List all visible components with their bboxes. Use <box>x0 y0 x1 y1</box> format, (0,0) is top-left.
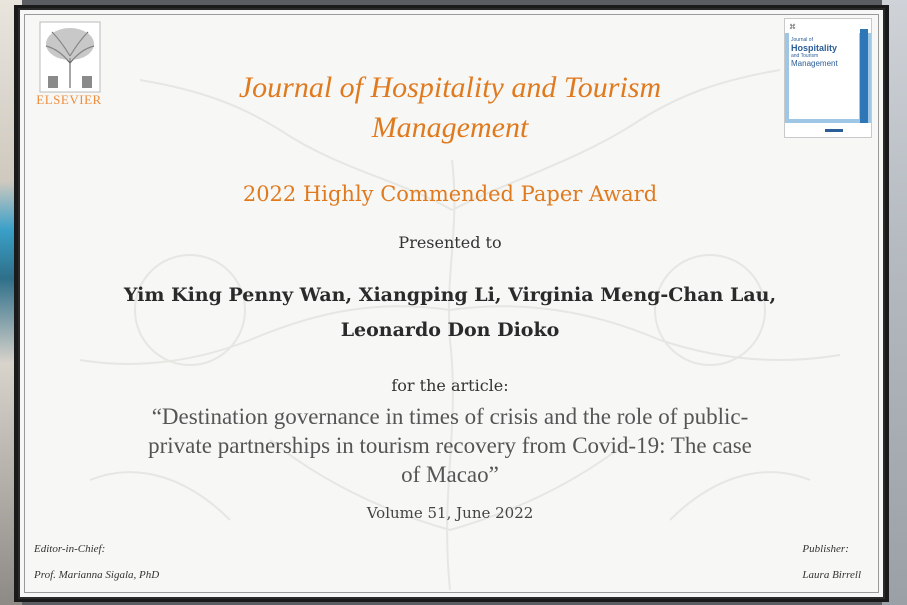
authors-block <box>60 278 840 348</box>
cover-footer-mark <box>825 129 843 132</box>
cover-accent-strip <box>860 29 868 123</box>
award-certificate <box>18 8 885 599</box>
cover-small-text: Journal of <box>791 37 813 43</box>
editor-signature <box>34 536 159 588</box>
article-intro-label: for the article: <box>391 376 509 395</box>
cover-title-line2: and Tourism <box>791 53 819 59</box>
cover-logo-mark: ⌘ <box>789 24 796 31</box>
article-title-line-1: “Destination governance in times of crisis and the role of public- <box>151 404 749 429</box>
editor-name: Prof. Marianna Sigala, PhD <box>34 569 160 581</box>
journal-cover-thumbnail <box>784 18 872 138</box>
article-title-line-2: private partnerships in tourism recovery from Covid-19: The case <box>148 433 752 458</box>
publisher-role: Publisher: <box>802 543 849 555</box>
presented-to-label: Presented to <box>398 233 502 252</box>
journal-title: Journal of Hospitality and Tourism Management <box>238 71 662 144</box>
cover-title-line3: Management <box>791 59 838 68</box>
article-title-line-3: of Macao” <box>401 462 499 487</box>
volume-date: Volume 51, June 2022 <box>366 504 534 522</box>
article-title <box>60 402 840 489</box>
editor-role: Editor-in-Chief: <box>34 543 106 555</box>
authors-line-1: Yim King Penny Wan, Xiangping Li, Virginia Meng-Chan Lau, <box>123 284 777 306</box>
authors-line-2: Leonardo Don Dioko <box>340 319 560 341</box>
elsevier-wordmark: ELSEVIER <box>36 92 102 107</box>
publisher-name: Laura Birrell <box>802 569 861 581</box>
cover-title <box>791 37 857 68</box>
publisher-signature <box>802 536 861 588</box>
award-title: 2022 Highly Commended Paper Award <box>242 182 658 206</box>
cover-title-line1: Hospitality <box>791 43 838 53</box>
